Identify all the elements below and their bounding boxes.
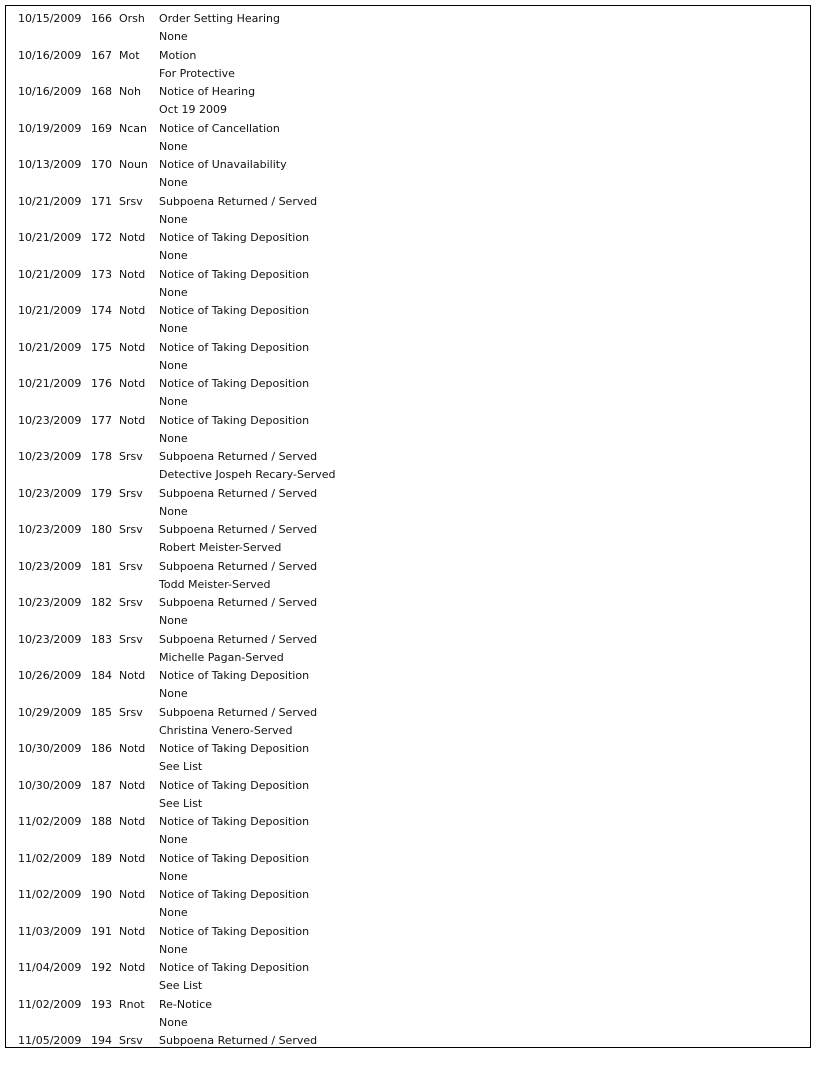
entry-number: 191 [91,924,112,938]
docket-entry [6,412,810,449]
entry-note: None [159,212,188,226]
entry-description: Subpoena Returned / Served [159,632,318,646]
entry-description: Notice of Taking Deposition [159,377,310,390]
entry-date: 10/29/2009 [18,705,82,719]
entry-code: Orsh [119,12,145,25]
entry-date: 11/04/2009 [18,961,82,974]
entry-number: 182 [91,596,112,609]
entry-number: 180 [91,523,112,536]
entry-date: 11/02/2009 [18,888,82,901]
entry-description: Notice of Unavailability [159,158,287,171]
entry-description: Notice of Taking Deposition [159,231,310,244]
entry-description: Notice of Taking Deposition [159,815,310,828]
entry-note: None [159,358,188,372]
entry-description: Subpoena Returned / Served [159,486,318,500]
entry-code: Notd [119,815,146,828]
entry-number: 190 [91,888,112,901]
entry-note: Detective Jospeh Recary-Served [159,468,336,481]
entry-code: Rnot [119,997,145,1011]
docket-entry [6,996,810,1033]
docket-entry [6,777,810,814]
entry-note: Michelle Pagan-Served [159,650,284,664]
entry-description: Notice of Taking Deposition [159,413,310,427]
docket-entry [6,594,810,631]
entry-note: None [159,30,188,43]
entry-date: 10/16/2009 [18,85,82,98]
entry-number: 167 [91,48,112,62]
entry-note: None [159,906,188,919]
entry-code: Srsv [119,486,143,500]
docket-entry [6,704,810,741]
entry-number: 188 [91,815,112,828]
docket-entry [6,193,810,230]
entry-note: For Protective [159,66,235,80]
entry-description: Subpoena Returned / Served [159,559,318,573]
entry-description: Notice of Taking Deposition [159,304,310,317]
entry-note: Todd Meister-Served [159,577,271,591]
entry-date: 11/02/2009 [18,851,82,865]
entry-note: See List [159,796,203,810]
entry-number: 186 [91,742,112,755]
docket-entry [6,1032,810,1069]
entry-code: Srsv [119,194,143,208]
docket-entry [6,266,810,303]
entry-number: 166 [91,12,112,25]
entry-description: Notice of Taking Deposition [159,742,310,755]
entry-code: Noun [119,158,148,171]
docket-entry [6,448,810,485]
docket-entry [6,120,810,157]
entry-code: Notd [119,778,146,792]
docket-entry [6,959,810,996]
entry-number: 170 [91,158,112,171]
entry-date: 10/21/2009 [18,231,82,244]
entry-code: Srsv [119,559,143,573]
entry-note: None [159,614,188,627]
entry-description: Notice of Taking Deposition [159,961,310,974]
entry-code: Srsv [119,705,143,719]
docket-entry [6,229,810,266]
entry-number: 169 [91,121,112,135]
entry-number: 178 [91,450,112,463]
entry-code: Srsv [119,1034,143,1047]
docket-entry [6,667,810,704]
entry-date: 10/23/2009 [18,413,82,427]
entry-note: None [159,249,188,262]
entry-code: Notd [119,304,146,317]
entry-code: Notd [119,267,146,281]
entry-date: 10/16/2009 [18,48,82,62]
entry-description: Subpoena Returned / Served [159,194,318,208]
entry-number: 173 [91,267,112,281]
entry-code: Mot [119,48,140,62]
entry-code: Notd [119,413,146,427]
entry-code: Notd [119,961,146,974]
entry-code: Notd [119,742,146,755]
entry-code: Srsv [119,450,143,463]
docket-list [6,10,810,1069]
entry-date: 10/19/2009 [18,121,82,135]
docket-entry [6,10,810,47]
entry-note: See List [159,760,203,773]
entry-description: Notice of Taking Deposition [159,851,310,865]
docket-entry [6,923,810,960]
entry-number: 171 [91,194,112,208]
entry-note: None [159,1015,188,1029]
docket-entry [6,83,810,120]
entry-description: Notice of Taking Deposition [159,669,310,682]
entry-note: None [159,285,188,299]
entry-date: 10/13/2009 [18,158,82,171]
entry-date: 10/23/2009 [18,523,82,536]
docket-entry [6,631,810,668]
entry-note: See List [159,979,203,992]
entry-description: Notice of Taking Deposition [159,267,310,281]
entry-number: 187 [91,778,112,792]
entry-date: 11/03/2009 [18,924,82,938]
docket-frame [5,5,811,1048]
entry-code: Notd [119,851,146,865]
entry-date: 10/23/2009 [18,450,82,463]
entry-number: 179 [91,486,112,500]
entry-date: 10/21/2009 [18,304,82,317]
entry-date: 11/02/2009 [18,997,82,1011]
entry-number: 175 [91,340,112,354]
entry-description: Notice of Cancellation [159,121,280,135]
entry-date: 11/05/2009 [18,1034,82,1047]
docket-entry [6,302,810,339]
entry-description: Order Setting Hearing [159,12,280,25]
entry-description: Motion [159,48,197,62]
entry-date: 10/15/2009 [18,12,82,25]
entry-date: 11/02/2009 [18,815,82,828]
entry-code: Notd [119,888,146,901]
entry-code: Notd [119,231,146,244]
entry-code: Notd [119,377,146,390]
entry-description: Subpoena Returned / Served [159,523,318,536]
entry-number: 183 [91,632,112,646]
entry-description: Notice of Taking Deposition [159,888,310,901]
entry-number: 184 [91,669,112,682]
entry-date: 10/30/2009 [18,778,82,792]
docket-entry [6,156,810,193]
entry-note: None [159,504,188,518]
entry-number: 192 [91,961,112,974]
entry-number: 174 [91,304,112,317]
entry-note: None [159,869,188,883]
entry-number: 176 [91,377,112,390]
entry-number: 177 [91,413,112,427]
entry-description: Notice of Hearing [159,85,256,98]
entry-description: Subpoena Returned / Served [159,1034,318,1047]
docket-entry [6,521,810,558]
entry-note: None [159,139,188,153]
entry-date: 10/21/2009 [18,377,82,390]
docket-entry [6,47,810,84]
entry-number: 189 [91,851,112,865]
entry-code: Notd [119,924,146,938]
entry-description: Subpoena Returned / Served [159,705,318,719]
entry-description: Re-Notice [159,997,213,1011]
entry-date: 10/30/2009 [18,742,82,755]
docket-entry [6,740,810,777]
entry-note: None [159,833,188,846]
entry-date: 10/23/2009 [18,596,82,609]
entry-note: Oct 19 2009 [159,103,228,116]
entry-note: None [159,942,188,956]
entry-note: None [159,431,188,445]
entry-code: Srsv [119,523,143,536]
entry-number: 168 [91,85,112,98]
docket-entry [6,375,810,412]
entry-note: None [159,176,188,189]
entry-date: 10/23/2009 [18,632,82,646]
docket-entry [6,339,810,376]
entry-number: 172 [91,231,112,244]
docket-entry [6,813,810,850]
entry-code: Notd [119,669,146,682]
docket-entry [6,886,810,923]
entry-description: Subpoena Returned / Served [159,596,318,609]
docket-entry [6,558,810,595]
entry-date: 10/23/2009 [18,559,82,573]
entry-number: 194 [91,1034,112,1047]
entry-description: Notice of Taking Deposition [159,778,310,792]
entry-code: Notd [119,340,146,354]
entry-code: Srsv [119,596,143,609]
entry-number: 185 [91,705,112,719]
entry-note: None [159,322,188,335]
entry-note: Christina Venero-Served [159,723,293,737]
entry-date: 10/23/2009 [18,486,82,500]
entry-date: 10/21/2009 [18,194,82,208]
docket-entry [6,485,810,522]
entry-description: Notice of Taking Deposition [159,340,310,354]
entry-note: None [159,687,188,700]
entry-date: 10/21/2009 [18,267,82,281]
entry-note: None [159,395,188,408]
docket-entry [6,850,810,887]
entry-code: Noh [119,85,141,98]
entry-date: 10/21/2009 [18,340,82,354]
entry-note: Robert Meister-Served [159,541,282,554]
entry-description: Subpoena Returned / Served [159,450,318,463]
entry-code: Ncan [119,121,147,135]
entry-date: 10/26/2009 [18,669,82,682]
entry-number: 181 [91,559,112,573]
entry-number: 193 [91,997,112,1011]
entry-code: Srsv [119,632,143,646]
entry-description: Notice of Taking Deposition [159,924,310,938]
